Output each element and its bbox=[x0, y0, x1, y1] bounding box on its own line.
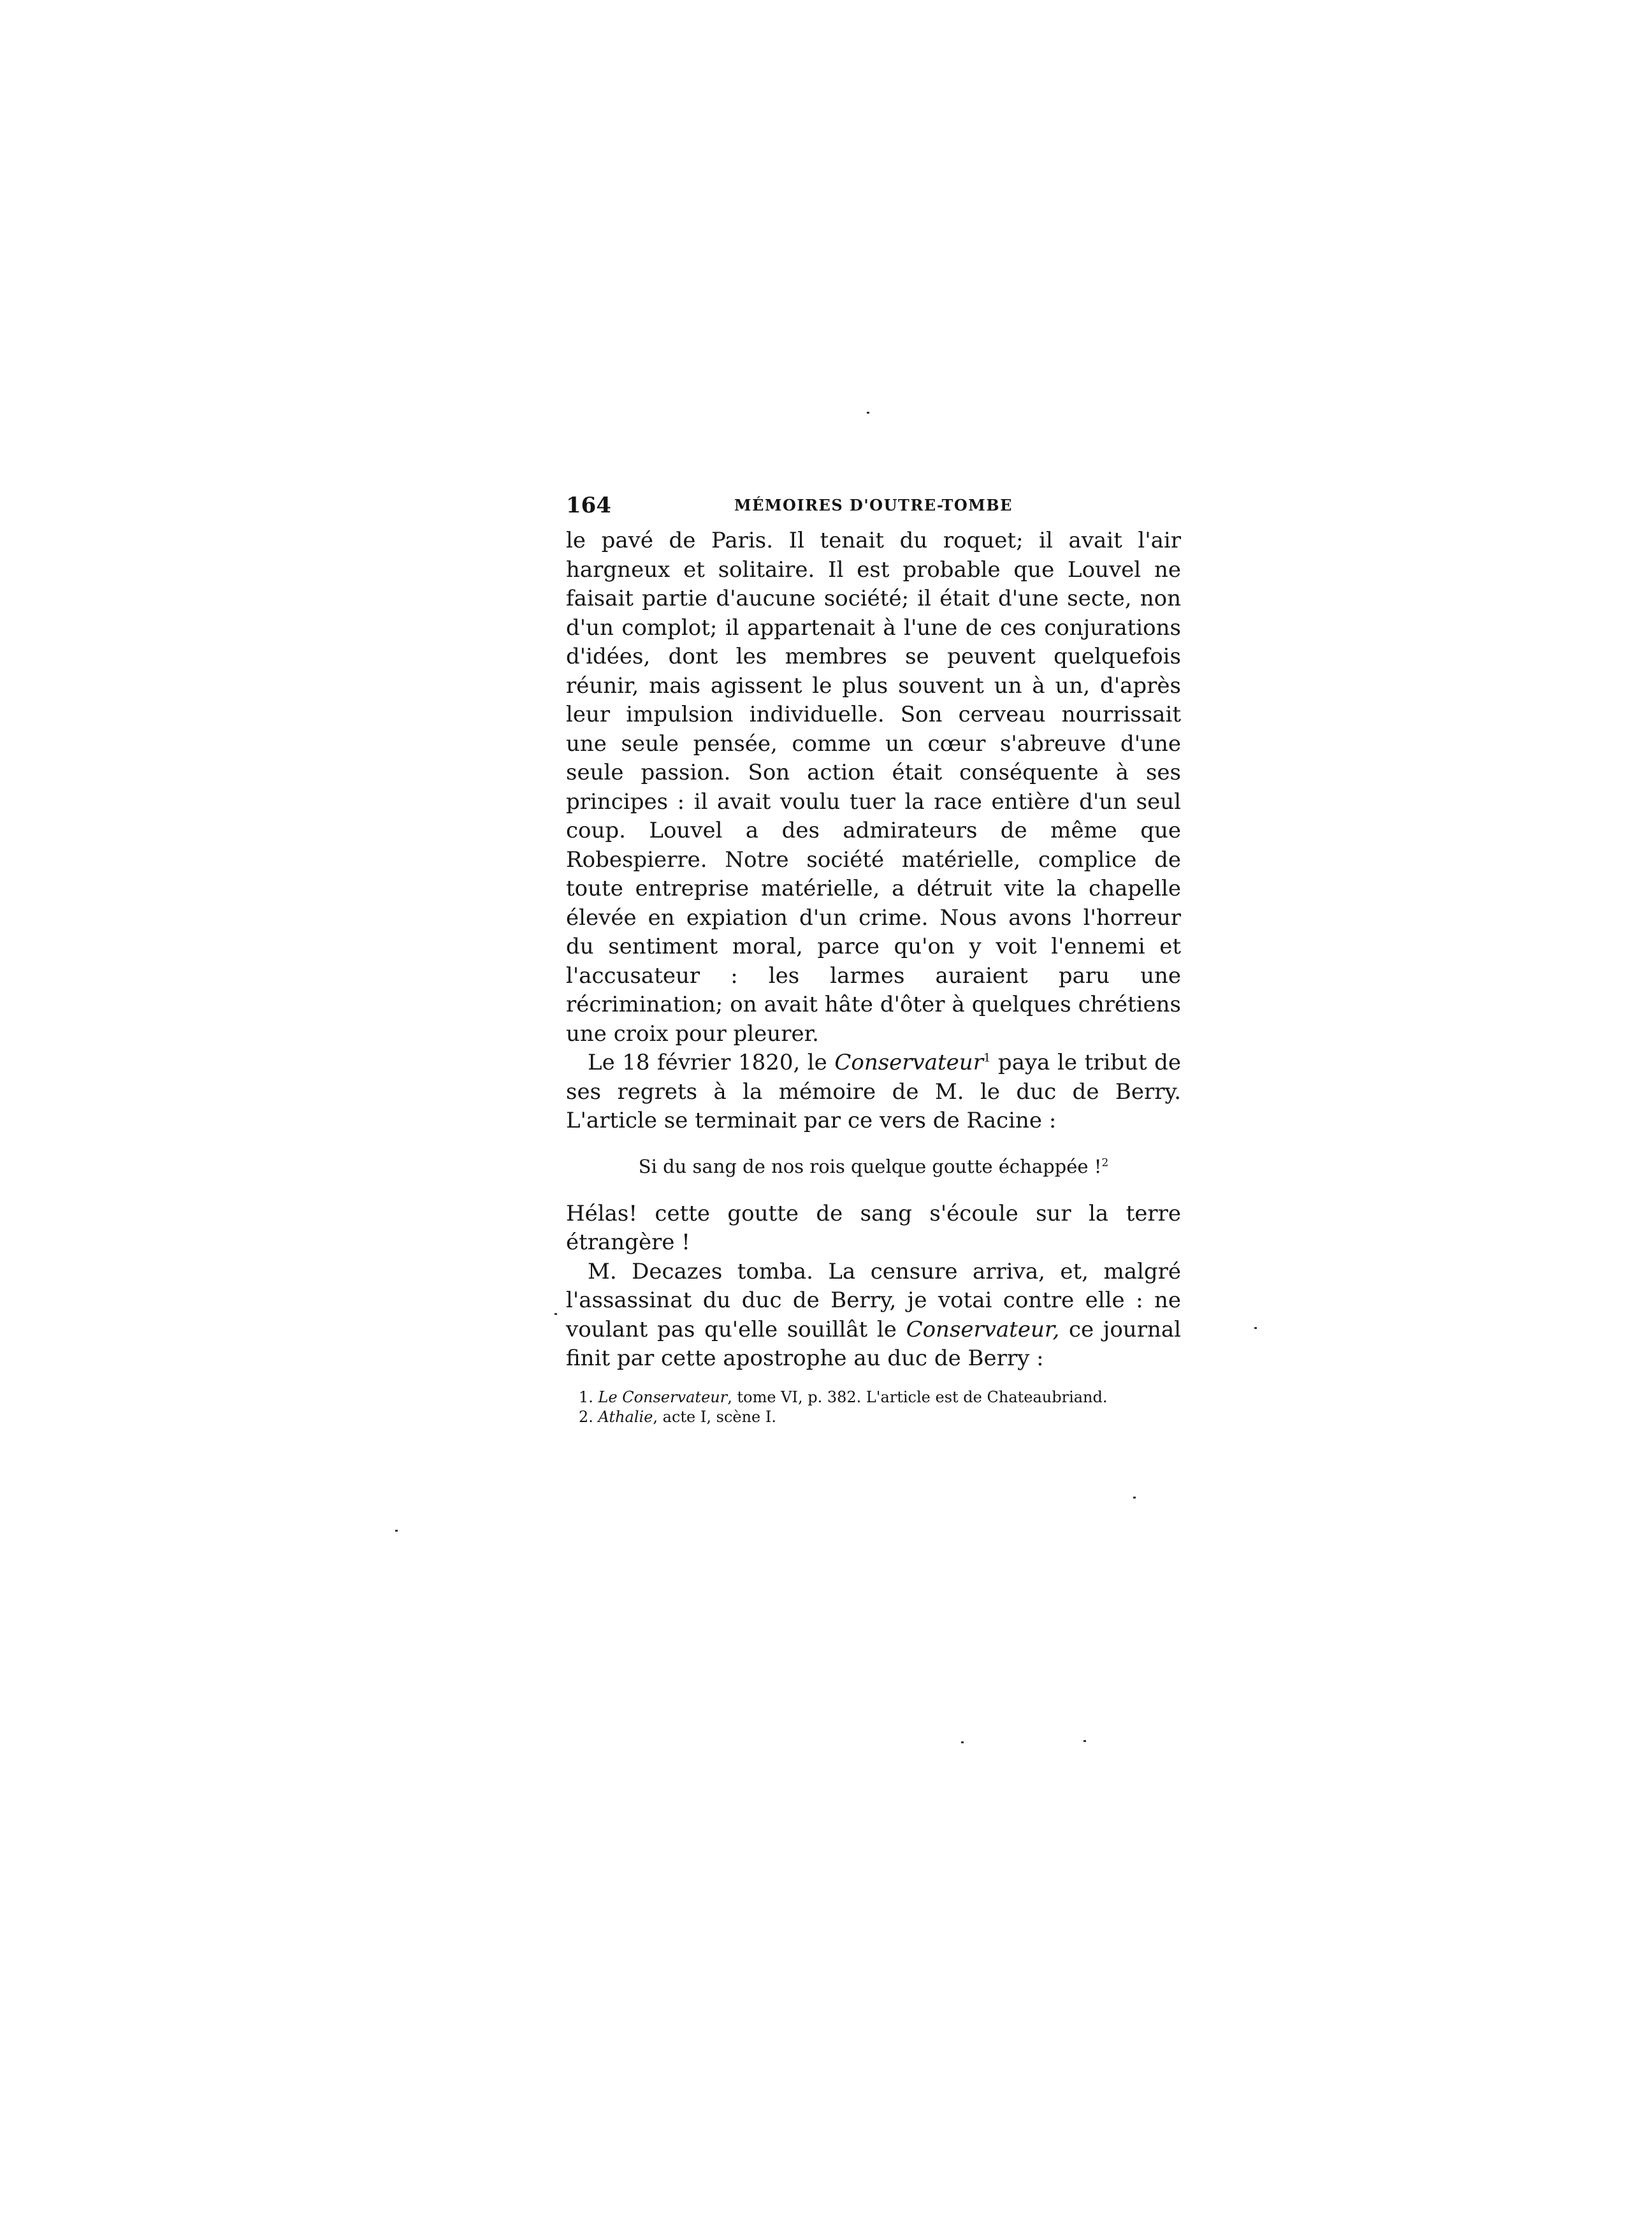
paragraph-text: ce journal finit par cette apostrophe au duc de Berry : bbox=[566, 1316, 1182, 1371]
footnote-text: , tome VI, p. 382. L'article est de Chateaubriand. bbox=[727, 1388, 1108, 1406]
footnote-text: , acte I, scène I. bbox=[653, 1407, 776, 1426]
running-head bbox=[566, 491, 1181, 526]
scan-speck bbox=[1254, 1327, 1257, 1329]
footnote-number: 2. bbox=[579, 1407, 598, 1426]
footnote-title: Athalie bbox=[598, 1407, 653, 1426]
book-page bbox=[566, 491, 1181, 1427]
footnote-number: 1. bbox=[579, 1388, 598, 1406]
journal-title: Conservateur, bbox=[906, 1316, 1060, 1342]
paragraph-text: paya le tribut de ses regrets à la mémoire de M. le duc de Berry. L'article se terminait par ce vers de Racine : bbox=[566, 1050, 1182, 1133]
footnote-title: Le Conservateur bbox=[598, 1388, 728, 1406]
body-text bbox=[566, 526, 1181, 1374]
scan-speck bbox=[395, 1530, 398, 1532]
footnote-ref-1: 1 bbox=[983, 1051, 991, 1065]
scan-speck bbox=[1133, 1497, 1136, 1499]
scan-speck bbox=[554, 1313, 557, 1315]
racine-verse bbox=[566, 1152, 1181, 1180]
footnote-ref-2: 2 bbox=[1101, 1156, 1109, 1169]
paragraph-decazes bbox=[566, 1258, 1181, 1374]
verse-text: Si du sang de nos rois quelque goutte échappée ! bbox=[638, 1155, 1102, 1177]
scan-speck bbox=[1083, 1740, 1086, 1742]
paragraph-text: Le 18 février 1820, le bbox=[588, 1050, 835, 1075]
paragraph-helas: Hélas! cette goutte de sang s'écoule sur la terre étrangère ! bbox=[566, 1200, 1181, 1255]
footnote-2 bbox=[566, 1407, 1181, 1427]
paragraph-conservateur bbox=[566, 1049, 1181, 1136]
page-number: 164 bbox=[566, 493, 611, 518]
paragraph-text: M. Decazes tomba. La censure arriva, et, malgré l'assassinat du duc de Berry, je votai contre elle : ne voulant pas qu'elle souillât le bbox=[566, 1258, 1181, 1342]
paragraph-louvel: le pavé de Paris. Il tenait du roquet; il avait l'air hargneux et solitaire. Il est probable que Louvel ne faisait partie d'aucune société; il était d'une secte, non d'un complot; il appartenait à l'une de ces conjurations d'idées, dont les membres se peuvent quelquefois réunir, mais agissent le plus souvent un à un, d'après leur impulsion individuelle. Son cerveau nourrissait une seule pensée, comme un cœur s'abreuve d'une seule passion. Son action était conséquente à ses principes : il avait voulu tuer la race entière d'un seul coup. Louvel a des admirateurs de même que Robespierre. Notre société matérielle, complice de toute entreprise matérielle, a détruit vite la chapelle élevée en expiation d'un crime. Nous avons l'horreur du sentiment moral, parce qu'on y voit l'ennemi et l'accusateur : les larmes auraient paru une récrimination; on avait hâte d'ôter à quelques chrétiens une croix pour pleurer. bbox=[566, 528, 1181, 1047]
running-title: MÉMOIRES D'OUTRE-TOMBE bbox=[734, 496, 1013, 514]
journal-title: Conservateur bbox=[834, 1050, 983, 1075]
footnote-1 bbox=[566, 1388, 1181, 1407]
scan-speck bbox=[867, 412, 869, 414]
scan-speck bbox=[961, 1741, 964, 1743]
footnotes bbox=[566, 1388, 1181, 1427]
